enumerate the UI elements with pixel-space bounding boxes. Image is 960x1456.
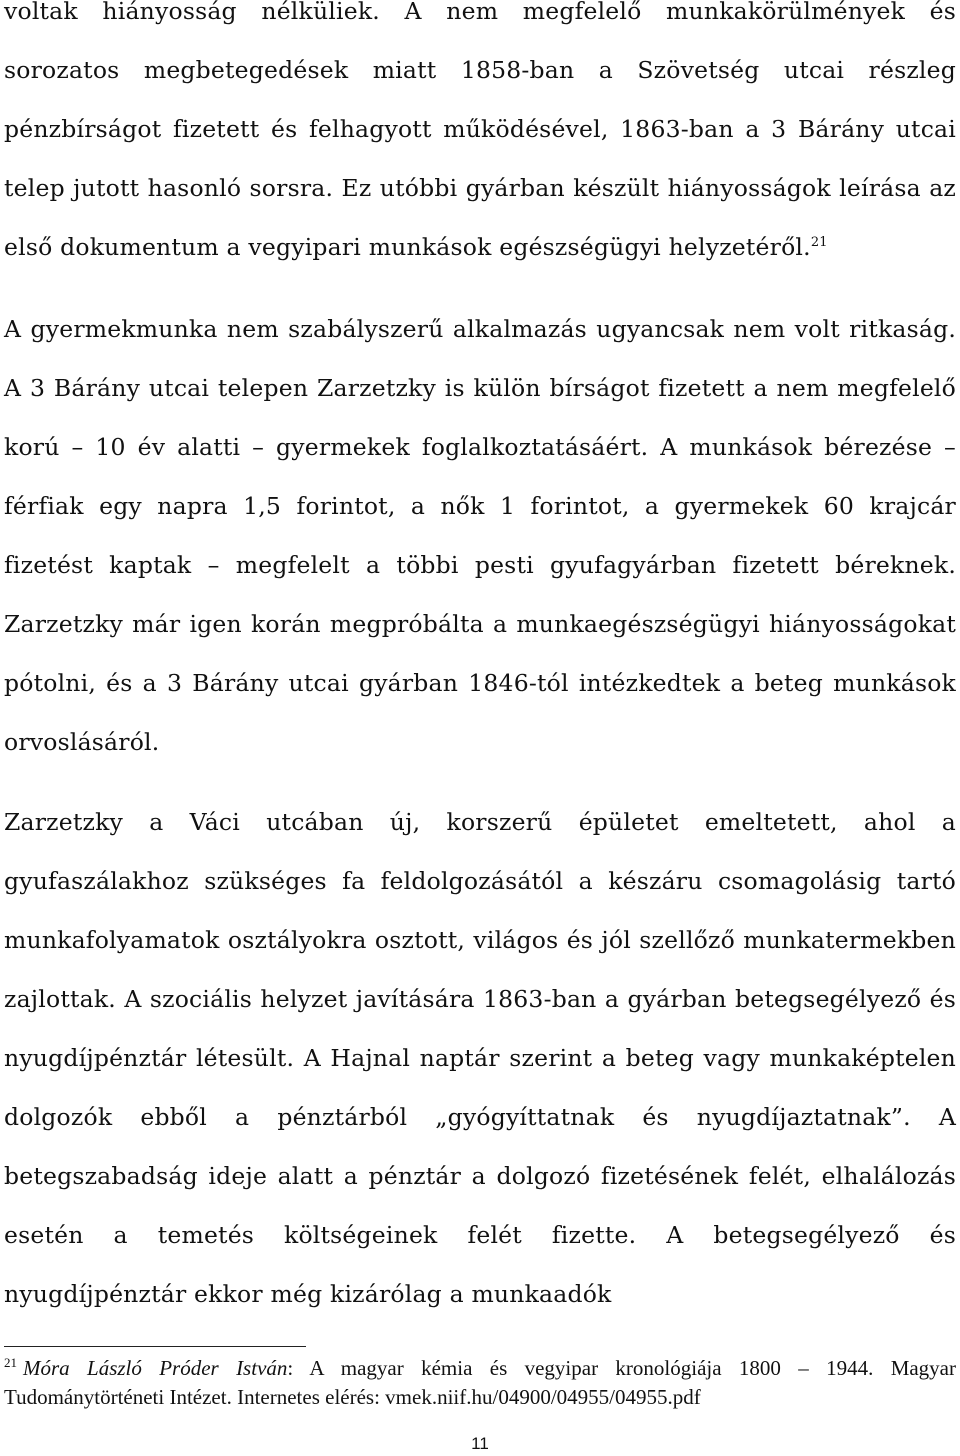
footnote-separator	[4, 1346, 306, 1347]
footnote	[4, 1354, 956, 1412]
page-number: 11	[471, 1434, 489, 1453]
paragraph-1-text: voltak hiányosság nélküliek. A nem megfelelő munkakörülmények és sorozatos megbetegedések miatt 1858-ban a Szövetség utcai részleg pénzbírságot fizetett és felhagyott működésével, 1863-ban a 3 Bárány utcai telep jutott hasonló sorsra. Ez utóbbi gyárban készült hiányosságok leírása az első dokumentum a vegyipari munkások egészségügyi helyzetéről.	[4, 0, 956, 261]
footnote-authors: Móra László Próder István	[23, 1356, 288, 1380]
body-paragraph-2: A gyermekmunka nem szabályszerű alkalmazás ugyancsak nem volt ritkaság. A 3 Bárány utcai telepen Zarzetzky is külön bírságot fizetett a nem megfelelő korú – 10 év alatti – gyermekek foglalkoztatásáért. A munkások bérezése – férfiak egy napra 1,5 forintot, a nők 1 forintot, a gyermekek 60 krajcár fizetést kaptak – megfelelt a többi pesti gyufagyárban fizetett béreknek. Zarzetzky már igen korán megpróbálta a munkaegészségügyi hiányosságokat pótolni, és a 3 Bárány utcai gyárban 1846-tól intézkedtek a beteg munkások orvoslásáról.	[4, 315, 956, 756]
footnote-reference[interactable]: 21	[810, 235, 828, 251]
footnote-text: : A magyar kémia és vegyipar kronológiája 1800 – 1944. Magyar Tudománytörténeti Intézet. Internetes elérés: vmek.niif.hu/04900/04955/04955.pdf	[4, 1356, 956, 1409]
body-paragraph-1	[4, 0, 956, 277]
body-paragraph-3: Zarzetzky a Váci utcában új, korszerű épületet emeltetett, ahol a gyufaszálakhoz szükséges fa feldolgozásától a készáru csomagolásig tartó munkafolyamatok osztályokra osztott, világos és jól szellőző munkatermekben zajlottak. A szociális helyzet javítására 1863-ban a gyárban betegsegélyező és nyugdíjpénztár létesült. A Hajnal naptár szerint a beteg vagy munkaképtelen dolgozók ebből a pénztárból „gyógyíttatnak és nyugdíjaztatnak”. A betegszabadság ideje alatt a pénztár a dolgozó fizetésének felét, elhalálozás esetén a temetés költségeinek felét fizette. A betegsegélyező és nyugdíjpénztár ekkor még kizárólag a munkaadók	[4, 808, 956, 1308]
footnote-number: 21	[4, 1355, 17, 1370]
